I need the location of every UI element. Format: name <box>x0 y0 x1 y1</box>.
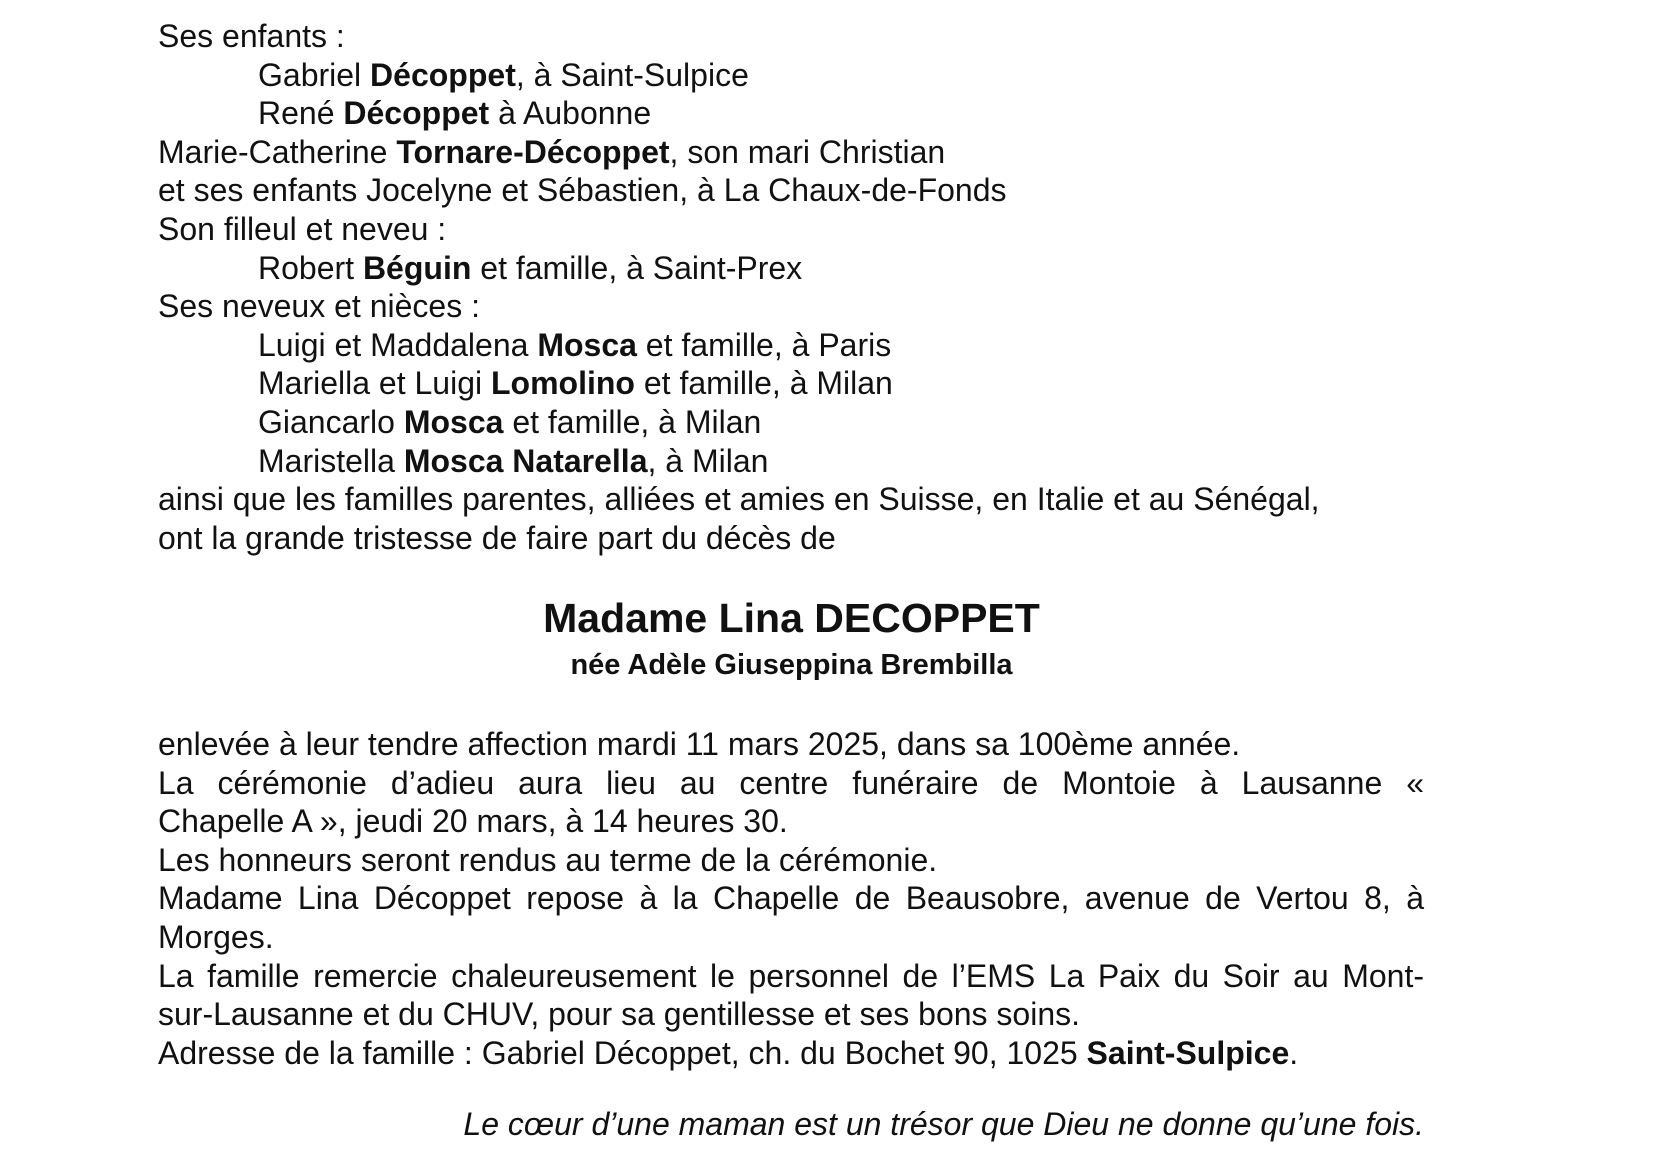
ceremony-line: Chapelle A », jeudi 20 mars, à 14 heures 30. <box>158 803 788 840</box>
children-heading: Ses enfants : <box>158 18 345 54</box>
godson-heading: Son filleul et neveu : <box>158 210 447 247</box>
address-line: Adresse de la famille : Gabriel Décoppet, ch. du Bochet 90, 1025 Saint-Sulpice. <box>158 1034 1299 1071</box>
nephews-heading: Ses neveux et nièces : <box>158 288 480 325</box>
repose-line: Madame Lina Décoppet repose à la Chapelle de Beausobre, avenue de Vertou 8, à <box>158 880 1424 917</box>
birth-name: née Adèle Giuseppina Brembilla <box>570 649 1013 681</box>
honours-line: Les honneurs seront rendus au terme de la cérémonie. <box>158 841 938 878</box>
repose-line: Morges. <box>158 918 274 955</box>
thanks-line: La famille remercie chaleureusement le personnel de l’EMS La Paix du Soir au Mont- <box>158 957 1424 994</box>
closing-line: ainsi que les familles parentes, alliées et amies en Suisse, en Italie et au Sénégal, <box>158 481 1320 518</box>
family-list <box>158 17 1424 557</box>
child-entry: René Décoppet à Aubonne <box>258 95 652 132</box>
thanks-line: sur-Lausanne et du CHUV, pour sa gentillesse et ses bons soins. <box>158 996 1081 1033</box>
closing-line: ont la grande tristesse de faire part du décès de <box>158 519 836 556</box>
nephew-entry: Maristella Mosca Natarella, à Milan <box>258 442 769 479</box>
nephew-entry: Luigi et Maddalena Mosca et famille, à Paris <box>258 326 892 363</box>
child-entry: Gabriel Décoppet, à Saint-Sulpice <box>258 56 749 93</box>
godson-entry: Robert Béguin et famille, à Saint-Prex <box>258 249 803 286</box>
closing-quote: Le cœur d’une maman est un trésor que Dieu ne donne qu’une fois. <box>463 1106 1424 1142</box>
nephew-entry: Mariella et Luigi Lomolino et famille, à Milan <box>258 365 893 402</box>
ceremony-line: La cérémonie d’adieu aura lieu au centre funéraire de Montoie à Lausanne « <box>158 764 1424 801</box>
nephew-entry: Giancarlo Mosca et famille, à Milan <box>258 403 762 440</box>
detail-line: enlevée à leur tendre affection mardi 11 mars 2025, dans sa 100ème année. <box>158 726 1241 762</box>
child-entry: Marie-Catherine Tornare-Décoppet, son mari Christian <box>158 133 946 170</box>
details-text <box>158 725 1424 1072</box>
child-entry-continued: et ses enfants Jocelyne et Sébastien, à La Chaux-de-Fonds <box>158 172 1007 209</box>
deceased-name: Madame Lina DECOPPET <box>543 595 1040 641</box>
